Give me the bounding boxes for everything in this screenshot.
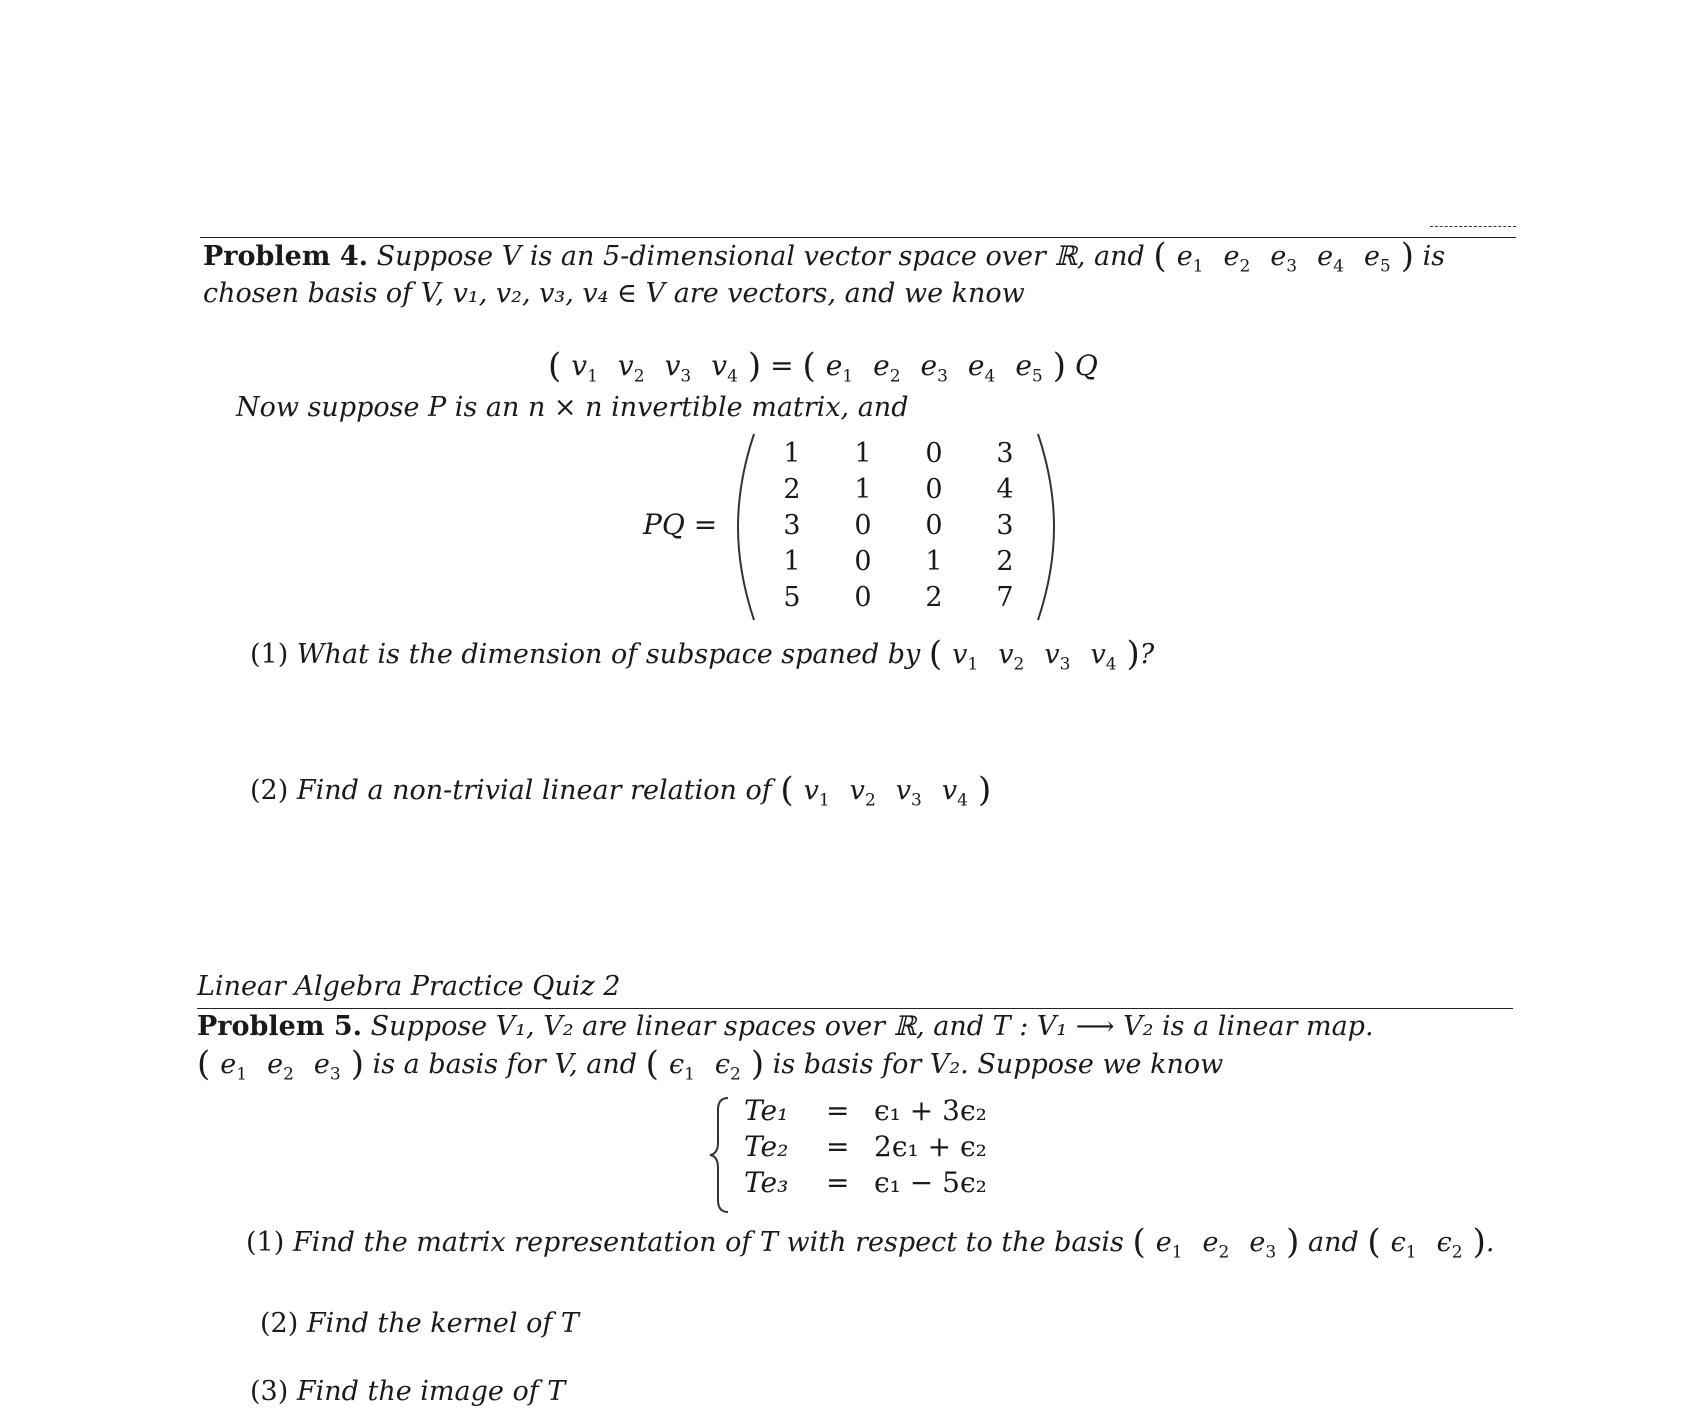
problem4-q2-number: (2)	[250, 775, 289, 806]
matrix-cell: 2	[925, 582, 943, 613]
matrix-cell: 0	[854, 582, 872, 613]
system-rel: =	[826, 1166, 850, 1199]
problem4-q1-text: What is the dimension of subspace spaned by	[296, 639, 921, 670]
p5-e-vector: ( $e_1$ $e_2$ $e_3$ )	[197, 1044, 364, 1085]
matrix-cell: 0	[925, 438, 943, 469]
problem5-q3-text: Find the image of T	[296, 1376, 566, 1407]
matrix-cell: 0	[854, 510, 872, 541]
problem5-q2-text: Find the kernel of T	[306, 1308, 579, 1339]
problem5-q1-and: and	[1308, 1227, 1359, 1258]
matrix-cell: 3	[783, 510, 801, 541]
problem4-basis-equation	[548, 346, 1098, 387]
system-rhs: 2ϵ₁ + ϵ₂	[874, 1130, 987, 1163]
matrix-cell: 3	[996, 510, 1014, 541]
quiz-title: Linear Algebra Practice Quiz 2	[197, 971, 621, 1002]
system-rel: =	[826, 1094, 850, 1127]
problem5-q3-number: (3)	[250, 1376, 289, 1407]
problem5-q2	[260, 1306, 579, 1342]
system-lhs: Te₂	[744, 1130, 789, 1163]
e-vector: ( $e_1$ $e_2$ $e_3$ $e_4$ $e_5$ )	[802, 346, 1066, 387]
matrix-cell: 1	[783, 546, 801, 577]
matrix-cell: 1	[925, 546, 943, 577]
matrix-cell: 1	[854, 438, 872, 469]
problem5-q2-number: (2)	[260, 1308, 299, 1339]
problem4-q2-text: Find a non-trivial linear relation of	[296, 775, 772, 806]
matrix-cell: 3	[996, 438, 1014, 469]
matrix-cell: 2	[783, 474, 801, 505]
problem4-intro-b: is	[1422, 241, 1446, 272]
problem5-q3	[250, 1374, 565, 1410]
pq-label: PQ =	[643, 508, 718, 541]
system-rel: =	[826, 1130, 850, 1163]
problem5-q1	[246, 1224, 1494, 1270]
pq-matrix	[736, 432, 1060, 624]
problem5-q1-end: .	[1485, 1227, 1495, 1258]
matrix-cell: 0	[925, 510, 943, 541]
v-vector: ( $v_1$ $v_2$ $v_3$ $v_4$ )	[548, 346, 762, 387]
equals-sign: =	[770, 349, 794, 382]
system-brace	[708, 1096, 732, 1214]
problem5-q1-number: (1)	[246, 1227, 285, 1258]
matrix-cell: 5	[783, 582, 801, 613]
system-lhs: Te₃	[744, 1166, 789, 1199]
system-rhs: ϵ₁ + 3ϵ₂	[874, 1094, 987, 1127]
problem5-line1-text: Suppose V₁, V₂ are linear spaces over ℝ, and T : V₁ ⟶ V₂ is a linear map.	[370, 1011, 1374, 1042]
problem4-label: Problem 4.	[203, 241, 369, 272]
pq-right-paren	[1036, 432, 1056, 622]
problem4-q1-end: ?	[1139, 639, 1155, 670]
problem5-line1	[197, 1009, 1374, 1045]
q-symbol: Q	[1074, 349, 1098, 382]
basis-e-vector: ( $e_1$ $e_2$ $e_3$ $e_4$ $e_5$ )	[1153, 236, 1415, 277]
problem5-q1-text: Find the matrix representation of T with respect to the basis	[292, 1227, 1124, 1258]
matrix-cell: 4	[996, 474, 1014, 505]
pq-left-paren	[736, 432, 756, 622]
top-short-rule	[1430, 226, 1516, 227]
p5q1-e-vector: ( $e_1$ $e_2$ $e_3$ )	[1132, 1222, 1300, 1263]
matrix-cell: 0	[925, 474, 943, 505]
problem5-label: Problem 5.	[197, 1011, 363, 1042]
matrix-cell: 2	[996, 546, 1014, 577]
problem4-intro-a: Suppose V is an 5-dimensional vector space over ℝ, and	[376, 241, 1145, 272]
q1-v-vector: ( $v_1$ $v_2$ $v_3$ $v_4$ )	[928, 634, 1140, 675]
problem4-q2	[250, 772, 991, 818]
p5-eps-vector: ( $\epsilon_1$ $\epsilon_2$ )	[645, 1044, 765, 1085]
problem5-line2	[197, 1046, 1223, 1092]
q2-v-vector: ( $v_1$ $v_2$ $v_3$ $v_4$ )	[780, 770, 992, 811]
matrix-cell: 1	[783, 438, 801, 469]
problem5-line2-end: is basis for V₂. Suppose we know	[772, 1049, 1224, 1080]
problem5-system	[708, 1094, 1028, 1214]
matrix-cell: 1	[854, 474, 872, 505]
problem4-q1	[250, 636, 1154, 682]
matrix-cell: 7	[996, 582, 1014, 613]
p5q1-eps-vector: ( $\epsilon_1$ $\epsilon_2$ )	[1367, 1222, 1486, 1263]
matrix-cell: 0	[854, 546, 872, 577]
system-lhs: Te₁	[744, 1094, 789, 1127]
problem4-now-suppose: Now suppose P is an n × n invertible matrix, and	[236, 392, 909, 423]
system-rhs: ϵ₁ − 5ϵ₂	[874, 1166, 987, 1199]
problem5-line2-mid: is a basis for V, and	[372, 1049, 638, 1080]
problem4-q1-number: (1)	[250, 639, 289, 670]
problem4-line2: chosen basis of V, v₁, v₂, v₃, v₄ ∈ V are vectors, and we know	[203, 278, 1025, 309]
